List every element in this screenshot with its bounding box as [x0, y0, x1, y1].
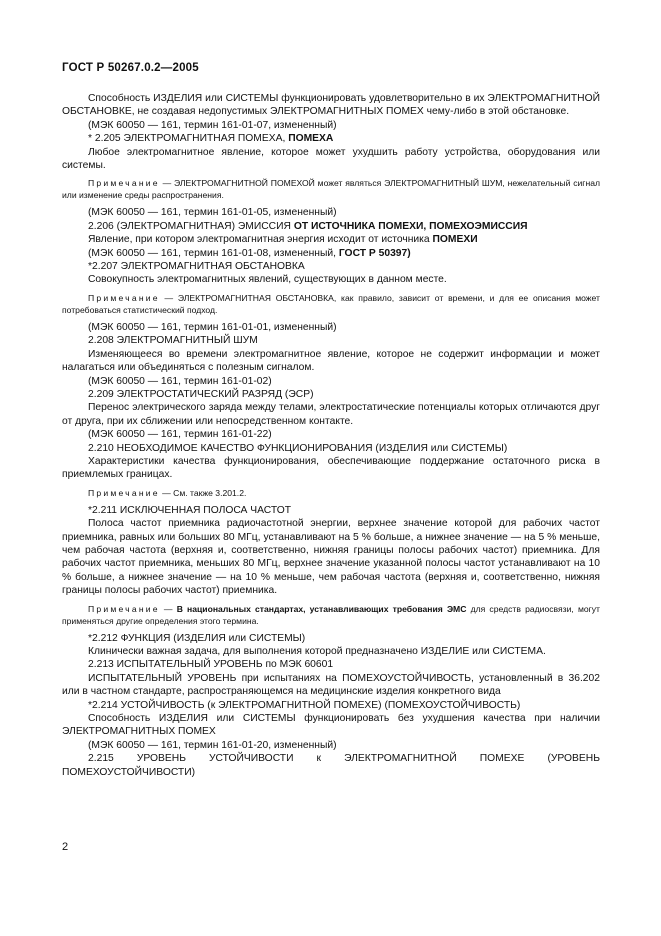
note: Примечание — ЭЛЕКТРОМАГНИТНАЯ ОБСТАНОВКА, как правило, зависит от времени, и для ее описания может потребоваться статистический подход.: [62, 292, 600, 315]
term-2-208: 2.208 ЭЛЕКТРОМАГНИТНЫЙ ШУМ: [88, 335, 258, 347]
definition: Любое электромагнитное явление, которое может ухудшить работу устройства, оборудования или системы.: [62, 146, 600, 172]
definition: Клинически важная задача, для выполнения которой предназначено ИЗДЕЛИЕ или СИСТЕМА.: [88, 646, 546, 657]
term-2-214: *2.214 УСТОЙЧИВОСТЬ (к ЭЛЕКТРОМАГНИТНОЙ ПОМЕХЕ) (ПОМЕХОУСТОЙЧИВОСТЬ): [88, 699, 521, 711]
term-2-207: *2.207 ЭЛЕКТРОМАГНИТНАЯ ОБСТАНОВКА: [88, 261, 305, 273]
definition: Перенос электрического заряда между телами, электростатические потенциалы которых отличаются друг от друга, при их сближении или непосредственном контакте.: [62, 402, 600, 427]
term-2-209: 2.209 ЭЛЕКТРОСТАТИЧЕСКИЙ РАЗРЯД (ЭСР): [88, 388, 314, 400]
definition: Полоса частот приемника радиочастотной энергии, верхнее значение которой для рабочих частот приемника, равных или больших 80 МГц, устанавливают на 5 % больше, а нижнее значение — на 5 % меньше, чем рабочая частота (верхняя и, соответственно, нижняя границы полосы рабочих частот) приемника. Для рабочих частот приемника, меньших 80 МГц, верхнее значение указанной полосы частот устанавливают на 10 % больше, а нижнее значение — на 10 % меньше, чем рабочая частота (верхняя и, соответственно, нижняя границы полосы рабочих частот) приемника.: [62, 518, 600, 597]
note: Примечание — В национальных стандартах, устанавливающих требования ЭМС для средств радиосвязи, могут применяться другие определения этого термина.: [62, 603, 600, 626]
source-reference: (МЭК 60050 — 161, термин 161-01-01, измененный): [88, 321, 337, 333]
note: Примечание — См. также 3.201.2.: [88, 487, 247, 498]
source-reference: (МЭК 60050 — 161, термин 161-01-20, измененный): [88, 739, 337, 751]
source-reference: (МЭК 60050 — 161, термин 161-01-22): [88, 429, 272, 441]
source-reference: (МЭК 60050 — 161, термин 161-01-07, измененный): [88, 119, 337, 131]
term-2-213: 2.213 ИСПЫТАТЕЛЬНЫЙ УРОВЕНЬ по МЭК 60601: [88, 659, 334, 671]
definition: Совокупность электромагнитных явлений, существующих в данном месте.: [88, 274, 447, 286]
definition: Способность ИЗДЕЛИЯ или СИСТЕМЫ функционировать без ухудшения качества при наличии ЭЛЕКТРОМАГНИТНЫХ ПОМЕХ: [62, 713, 600, 738]
document-header: ГОСТ Р 50267.0.2—2005: [62, 62, 199, 74]
definition: Характеристики качества функционирования, обеспечивающие поддержание остаточного риска в приемлемых границах.: [62, 455, 600, 481]
source-reference: (МЭК 60050 — 161, термин 161-01-05, измененный): [88, 207, 337, 219]
source-reference: (МЭК 60050 — 161, термин 161-01-02): [88, 375, 272, 387]
definition: ИСПЫТАТЕЛЬНЫЙ УРОВЕНЬ при испытаниях на ПОМЕХОУСТОЙЧИВОСТЬ, установленный в 36.202 или в частном стандарте, распространяющемся на медицинские изделия конкретного вида: [62, 672, 600, 698]
term-2-210: 2.210 НЕОБХОДИМОЕ КАЧЕСТВО ФУНКЦИОНИРОВАНИЯ (ИЗДЕЛИЯ или СИСТЕМЫ): [88, 442, 508, 454]
note: Примечание — ЭЛЕКТРОМАГНИТНОЙ ПОМЕХОЙ может являться ЭЛЕКТРОМАГНИТНЫЙ ШУМ, нежелательный сигнал или изменение среды распространения.: [62, 178, 600, 201]
paragraph: Способность ИЗДЕЛИЯ или СИСТЕМЫ функционировать удовлетворительно в их ЭЛЕКТРОМАГНИТНОЙ ОБСТАНОВКЕ, не создавая недопустимых ЭЛЕКТРОМАГНИТНЫХ ПОМЕХ чему-либо в этой обстановке.: [62, 93, 600, 118]
term-2-215: 2.215 УРОВЕНЬ УСТОЙЧИВОСТИ к ЭЛЕКТРОМАГНИТНОЙ ПОМЕХЕ (УРОВЕНЬ ПОМЕХОУСТОЙЧИВОСТИ): [62, 753, 600, 778]
term-2-205: * 2.205 ЭЛЕКТРОМАГНИТНАЯ ПОМЕХА, ПОМЕХА: [88, 133, 334, 145]
term-2-206: 2.206 (ЭЛЕКТРОМАГНИТНАЯ) ЭМИССИЯ ОТ ИСТОЧНИКА ПОМЕХИ, ПОМЕХОЭМИССИЯ: [88, 220, 528, 232]
document-body: [62, 92, 600, 779]
definition: Изменяющееся во времени электромагнитное явление, которое не содержит информации и может налагаться или объединяться с полезным сигналом.: [62, 348, 600, 374]
term-2-212: *2.212 ФУНКЦИЯ (ИЗДЕЛИЯ или СИСТЕМЫ): [88, 632, 306, 644]
source-reference: (МЭК 60050 — 161, термин 161-01-08, измененный, ГОСТ Р 50397): [88, 247, 411, 259]
page-number: 2: [62, 841, 69, 853]
definition: Явление, при котором электромагнитная энергия исходит от источника ПОМЕХИ: [88, 234, 478, 246]
term-2-211: *2.211 ИСКЛЮЧЕННАЯ ПОЛОСА ЧАСТОТ: [88, 504, 292, 516]
